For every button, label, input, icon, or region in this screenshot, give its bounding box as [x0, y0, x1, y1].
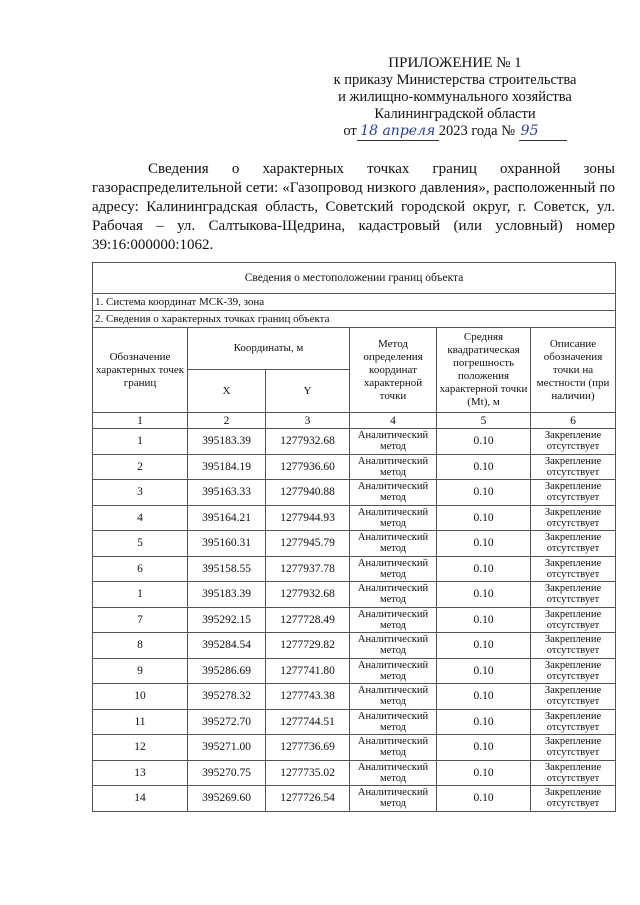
cell-method: Аналитический метод [350, 556, 437, 582]
cell-error: 0.10 [437, 454, 531, 480]
cell-description: Закрепление отсутствует [531, 556, 616, 582]
table-row [93, 735, 616, 761]
cell-x: 395270.75 [188, 760, 266, 786]
table-row [93, 633, 616, 659]
cell-y: 1277937.78 [266, 556, 350, 582]
cell-method: Аналитический метод [350, 454, 437, 480]
cell-point: 10 [93, 684, 188, 710]
cell-x: 395292.15 [188, 607, 266, 633]
cell-point: 7 [93, 607, 188, 633]
cell-x: 395271.00 [188, 735, 266, 761]
table-row [93, 505, 616, 531]
cell-x: 395284.54 [188, 633, 266, 659]
order-reference-line-3: Калининградской области [374, 106, 536, 122]
appendix-header [300, 55, 610, 141]
cell-y: 1277932.68 [266, 582, 350, 608]
header-x: X [188, 370, 266, 413]
table-row [93, 684, 616, 710]
section-title: 2. Сведения о характерных точках границ объекта [93, 311, 616, 328]
cell-method: Аналитический метод [350, 633, 437, 659]
cell-y: 1277728.49 [266, 607, 350, 633]
table-row [93, 480, 616, 506]
appendix-title: ПРИЛОЖЕНИЕ № 1 [388, 55, 522, 71]
cell-description: Закрепление отсутствует [531, 684, 616, 710]
cell-description: Закрепление отсутствует [531, 760, 616, 786]
cell-error: 0.10 [437, 760, 531, 786]
cell-error: 0.10 [437, 684, 531, 710]
column-number: 3 [266, 413, 350, 429]
table-row [93, 786, 616, 812]
cell-point: 5 [93, 531, 188, 557]
table-row [93, 607, 616, 633]
cell-x: 395158.55 [188, 556, 266, 582]
cell-description: Закрепление отсутствует [531, 454, 616, 480]
cell-error: 0.10 [437, 480, 531, 506]
column-number-row [93, 413, 616, 429]
cell-y: 1277729.82 [266, 633, 350, 659]
table-row [93, 709, 616, 735]
cell-description: Закрепление отсутствует [531, 480, 616, 506]
cell-x: 395184.19 [188, 454, 266, 480]
cell-x: 395272.70 [188, 709, 266, 735]
cell-error: 0.10 [437, 633, 531, 659]
cell-x: 395164.21 [188, 505, 266, 531]
cell-x: 395278.32 [188, 684, 266, 710]
cell-point: 13 [93, 760, 188, 786]
cell-y: 1277743.38 [266, 684, 350, 710]
table-row [93, 658, 616, 684]
cell-error: 0.10 [437, 531, 531, 557]
handwritten-date: 18 апреля [357, 123, 439, 141]
table-row [93, 454, 616, 480]
column-number: 6 [531, 413, 616, 429]
order-date-prefix: от [343, 123, 357, 139]
header-description: Описание обозначения точки на местности (при наличии) [531, 328, 616, 413]
cell-point: 2 [93, 454, 188, 480]
table-row [93, 760, 616, 786]
coordinate-system: 1. Система координат МСК-39, зона [93, 294, 616, 311]
column-number: 4 [350, 413, 437, 429]
cell-method: Аналитический метод [350, 786, 437, 812]
cell-method: Аналитический метод [350, 658, 437, 684]
cell-error: 0.10 [437, 429, 531, 455]
cell-y: 1277736.69 [266, 735, 350, 761]
cell-method: Аналитический метод [350, 760, 437, 786]
order-reference-line-2: и жилищно-коммунального хозяйства [338, 89, 572, 105]
cell-x: 395183.39 [188, 429, 266, 455]
cell-error: 0.10 [437, 786, 531, 812]
cell-y: 1277726.54 [266, 786, 350, 812]
cell-description: Закрепление отсутствует [531, 505, 616, 531]
cell-point: 1 [93, 429, 188, 455]
cell-error: 0.10 [437, 505, 531, 531]
cell-description: Закрепление отсутствует [531, 429, 616, 455]
cell-y: 1277940.88 [266, 480, 350, 506]
table-row [93, 429, 616, 455]
cell-y: 1277741.80 [266, 658, 350, 684]
cell-method: Аналитический метод [350, 531, 437, 557]
column-number: 5 [437, 413, 531, 429]
cell-error: 0.10 [437, 607, 531, 633]
cell-description: Закрепление отсутствует [531, 786, 616, 812]
column-number: 2 [188, 413, 266, 429]
order-year-text: 2023 года № [438, 123, 516, 139]
cell-point: 6 [93, 556, 188, 582]
cell-y: 1277735.02 [266, 760, 350, 786]
cell-description: Закрепление отсутствует [531, 582, 616, 608]
cell-point: 4 [93, 505, 188, 531]
cell-error: 0.10 [437, 735, 531, 761]
order-date-line [300, 123, 610, 141]
cell-method: Аналитический метод [350, 684, 437, 710]
table-row [93, 582, 616, 608]
cell-method: Аналитический метод [350, 582, 437, 608]
cell-method: Аналитический метод [350, 709, 437, 735]
cell-y: 1277744.51 [266, 709, 350, 735]
cell-point: 12 [93, 735, 188, 761]
cell-method: Аналитический метод [350, 607, 437, 633]
cell-method: Аналитический метод [350, 505, 437, 531]
cell-description: Закрепление отсутствует [531, 531, 616, 557]
table-caption: Сведения о местоположении границ объекта [93, 263, 616, 294]
cell-error: 0.10 [437, 556, 531, 582]
table-body [93, 429, 616, 812]
header-coordinates: Координаты, м [188, 328, 350, 370]
cell-description: Закрепление отсутствует [531, 709, 616, 735]
cell-x: 395163.33 [188, 480, 266, 506]
boundary-points-table [92, 262, 616, 812]
cell-y: 1277932.68 [266, 429, 350, 455]
table-row [93, 531, 616, 557]
header-y: Y [266, 370, 350, 413]
column-number: 1 [93, 413, 188, 429]
cell-x: 395183.39 [188, 582, 266, 608]
cell-x: 395269.60 [188, 786, 266, 812]
cell-description: Закрепление отсутствует [531, 735, 616, 761]
header-error: Средняя квадратическая погрешность положения характерной точки (Mt), м [437, 328, 531, 413]
cell-point: 11 [93, 709, 188, 735]
cell-y: 1277936.60 [266, 454, 350, 480]
cell-method: Аналитический метод [350, 735, 437, 761]
cell-y: 1277944.93 [266, 505, 350, 531]
cell-description: Закрепление отсутствует [531, 607, 616, 633]
cell-point: 1 [93, 582, 188, 608]
table-row [93, 556, 616, 582]
cell-error: 0.10 [437, 658, 531, 684]
cell-x: 395286.69 [188, 658, 266, 684]
cell-point: 14 [93, 786, 188, 812]
order-reference-line-1: к приказу Министерства строительства [333, 72, 577, 88]
handwritten-order-number: 95 [519, 123, 567, 141]
cell-point: 3 [93, 480, 188, 506]
cell-error: 0.10 [437, 709, 531, 735]
header-point: Обозначение характерных точек границ [93, 328, 188, 413]
intro-paragraph: Сведения о характерных точках границ охранной зоны газораспределительной сети: «Газопровод низкого давления», расположенный по адресу: Калининградская область, Советский городской округ, г. Советск, ул. Рабочая – ул. Салтыкова-Щедрина, кадастровый (или условный) номер 39:16:000000:1062. [92, 161, 615, 253]
cell-point: 9 [93, 658, 188, 684]
cell-method: Аналитический метод [350, 480, 437, 506]
cell-method: Аналитический метод [350, 429, 437, 455]
cell-point: 8 [93, 633, 188, 659]
cell-description: Закрепление отсутствует [531, 658, 616, 684]
header-method: Метод определения координат характерной точки [350, 328, 437, 413]
cell-x: 395160.31 [188, 531, 266, 557]
cell-y: 1277945.79 [266, 531, 350, 557]
cell-description: Закрепление отсутствует [531, 633, 616, 659]
cell-error: 0.10 [437, 582, 531, 608]
